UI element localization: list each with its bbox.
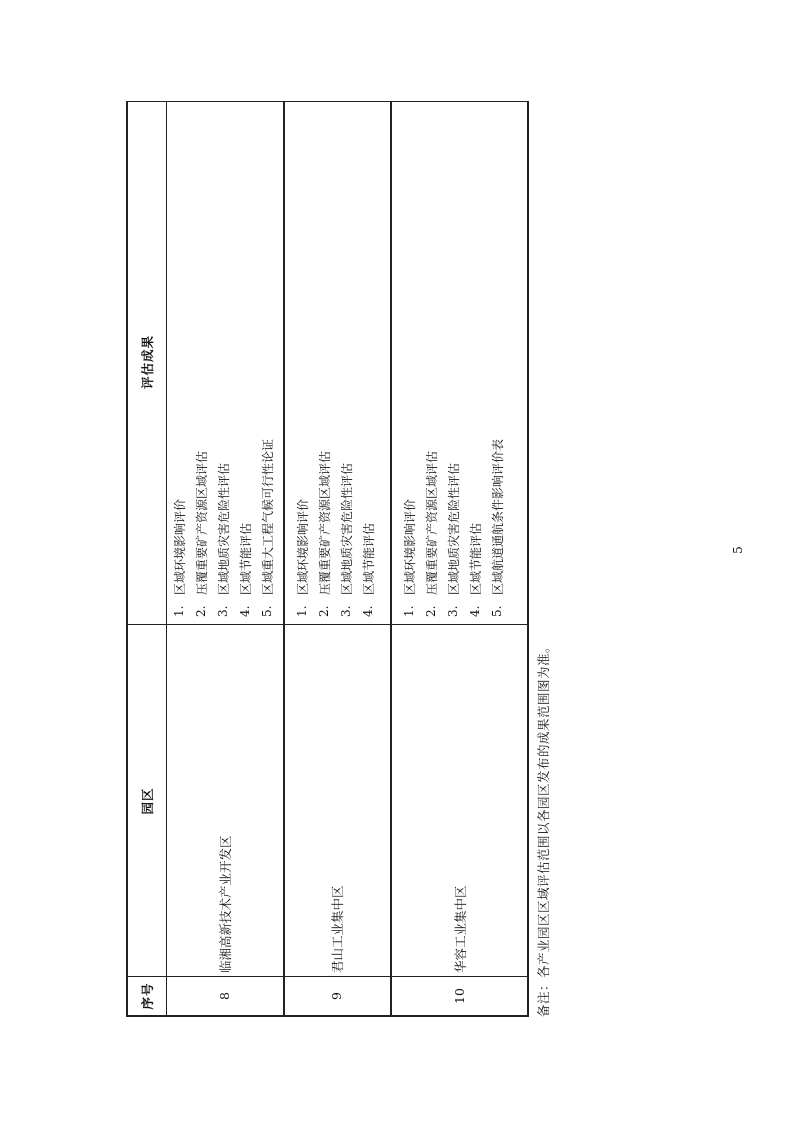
list-item [442,99,464,617]
list-item [335,99,357,617]
list-item [291,99,313,617]
item-text: 区域环境影响评价 [295,498,310,595]
item-text: 区域地质灾害危险性评估 [446,462,461,595]
row-seq: 10 [452,988,467,1004]
list-item [313,99,335,617]
item-number: 3. [216,605,230,617]
item-text: 区域节能评估 [238,522,253,595]
item-number: 2. [317,605,331,617]
list-item [212,99,234,617]
item-number: 1. [402,605,416,617]
row-seq: 8 [217,992,232,1000]
item-text: 区域地质灾害危险性评估 [339,462,354,595]
item-text: 区域航道通航条件影响评价表 [490,438,505,595]
item-text: 压覆重要矿产资源区域评估 [424,450,439,595]
row-seq: 9 [329,992,344,1000]
list-item [190,99,212,617]
row-park: 临湘高新技术产业开发区 [217,835,233,973]
item-text: 区域地质灾害危险性评估 [216,462,231,595]
row-park: 君山工业集中区 [329,885,345,973]
item-number: 5. [490,605,504,617]
header-seq: 序号 [140,982,155,1010]
item-text: 区域环境影响评价 [402,498,417,595]
list-item [256,99,278,617]
table-row [390,102,531,1015]
item-number: 2. [194,605,208,617]
item-number: 4. [468,605,482,617]
table-row [166,102,283,1015]
list-item [464,99,486,617]
list-item [234,99,256,617]
page-number: 5 [731,546,745,554]
item-text: 区域节能评估 [361,522,376,595]
item-text: 区域重大工程气候可行性论证 [260,438,275,595]
table-row [283,102,390,1015]
item-text: 压覆重要矿产资源区域评估 [194,450,209,595]
item-number: 5. [260,605,274,617]
item-number: 1. [295,605,309,617]
item-text: 压覆重要矿产资源区域评估 [317,450,332,595]
row-park: 华容工业集中区 [452,885,468,973]
rotated-content [126,101,551,1017]
table-header-row [128,102,166,1015]
table-note: 备注：各产业园区区域评估范围以各园区发布的成果范围图为准。 [536,639,551,1017]
item-text: 区域节能评估 [468,522,483,595]
list-item [420,99,442,617]
row-results [291,99,379,625]
item-number: 4. [361,605,375,617]
item-number: 4. [238,605,252,617]
evaluation-table [126,101,529,1017]
list-item [486,99,508,617]
row-results [168,99,278,625]
list-item [168,99,190,617]
list-item [398,99,420,617]
header-result: 评估成果 [140,335,155,390]
item-number: 3. [446,605,460,617]
row-results [398,99,508,625]
item-text: 区域环境影响评价 [172,498,187,595]
item-number: 1. [172,605,186,617]
item-number: 2. [424,605,438,617]
item-number: 3. [339,605,353,617]
list-item [357,99,379,617]
header-park: 园区 [140,787,155,815]
